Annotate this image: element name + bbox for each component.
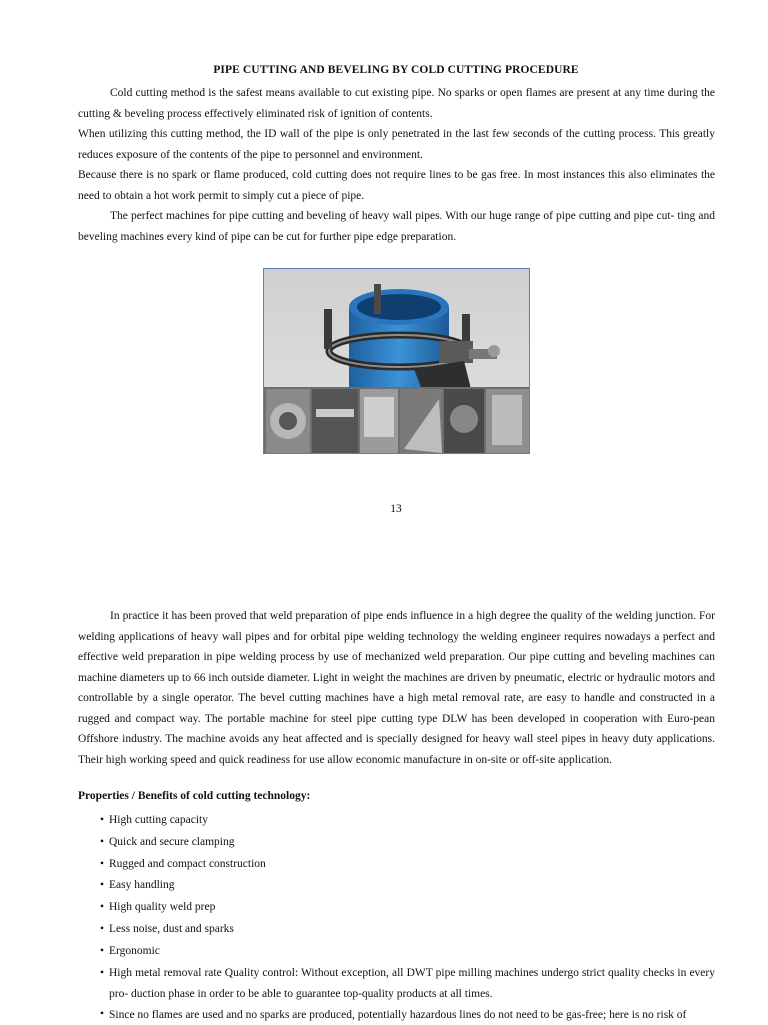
list-item: • Since no flames are used and no sparks are produced, potentially hazardous lines do not need to be gas-free; here is no risk of [100, 1008, 687, 1021]
list-item: • Quick and secure clamping [100, 835, 235, 848]
properties-heading: Properties / Benefits of cold cutting technology: [78, 790, 311, 802]
paragraph-no-spark: Because there is no spark or flame produced, cold cutting does not require lines to be gas free. In most instances this also eliminates the need to obtain a hot work permit to simply cut a piece of pipe. [78, 169, 715, 202]
paragraph-id-wall: When utilizing this cutting method, the ID wall of the pipe is only penetrated in the last few seconds of the cutting process. This greatly reduces exposure of the contents of the pipe to personnel and environment. [78, 128, 715, 161]
paragraph-weld-preparation: In practice it has been proved that weld preparation of pipe ends influence in a high degree the quality of the welding junction. For welding applications of heavy wall pipes and for orbital pipe welding technology the welding engineer requires nowadays a perfect and effective weld preparation in pipe welding process by use of mechanized weld preparation. Our pipe cutting and beveling machines can machine diameters up to 66 inch outside diameter. Light in weight the machines are driven by pneumatic, electric or hydraulic motors and controllable by a single operator. The bevel cutting machines have a high metal removal rate, are easy to handle and constructed in a rugged and compact way. The portable machine for steel pipe cutting type DLW has been developed in cooperation with Euro-pean Offshore industry. The machine avoids any heat affected and is specially designed for heavy wall steel pipes in heavy duty applications. Their high working speed and quick readiness for use allow economic manufacture in on-site or off-site application. [78, 610, 715, 766]
paragraph-cold-cutting-intro: Cold cutting method is the safest means available to cut existing pipe. No sparks or open flames are present at any time during the cutting & beveling process effectively eliminated risk of ignition of contents. [78, 87, 715, 120]
document-title: PIPE CUTTING AND BEVELING BY COLD CUTTING PROCEDURE [213, 64, 579, 76]
list-item: • High quality weld prep [100, 901, 216, 914]
list-item: • High cutting capacity [100, 814, 208, 826]
list-item: • Ergonomic [100, 944, 160, 957]
list-item: • Easy handling [100, 879, 175, 892]
list-item: • High metal removal rate Quality control: Without exception, all DWT pipe milling machines undergo strict quality checks in every pro- duction phase in order to be able to guarantee top-quality products at all times. [100, 966, 715, 1000]
list-item: • Less noise, dust and sparks [100, 922, 234, 935]
benefits-list [100, 810, 715, 1025]
list-item: • Rugged and compact construction [100, 857, 266, 870]
page-number: 13 [390, 503, 402, 515]
pipe-cutting-machine-photo [263, 268, 530, 454]
paragraph-perfect-machines: The perfect machines for pipe cutting and beveling of heavy wall pipes. With our huge range of pipe cutting and pipe cut- ting and beveling machines every kind of pipe can be cut for further pipe edge preparation. [78, 210, 715, 243]
